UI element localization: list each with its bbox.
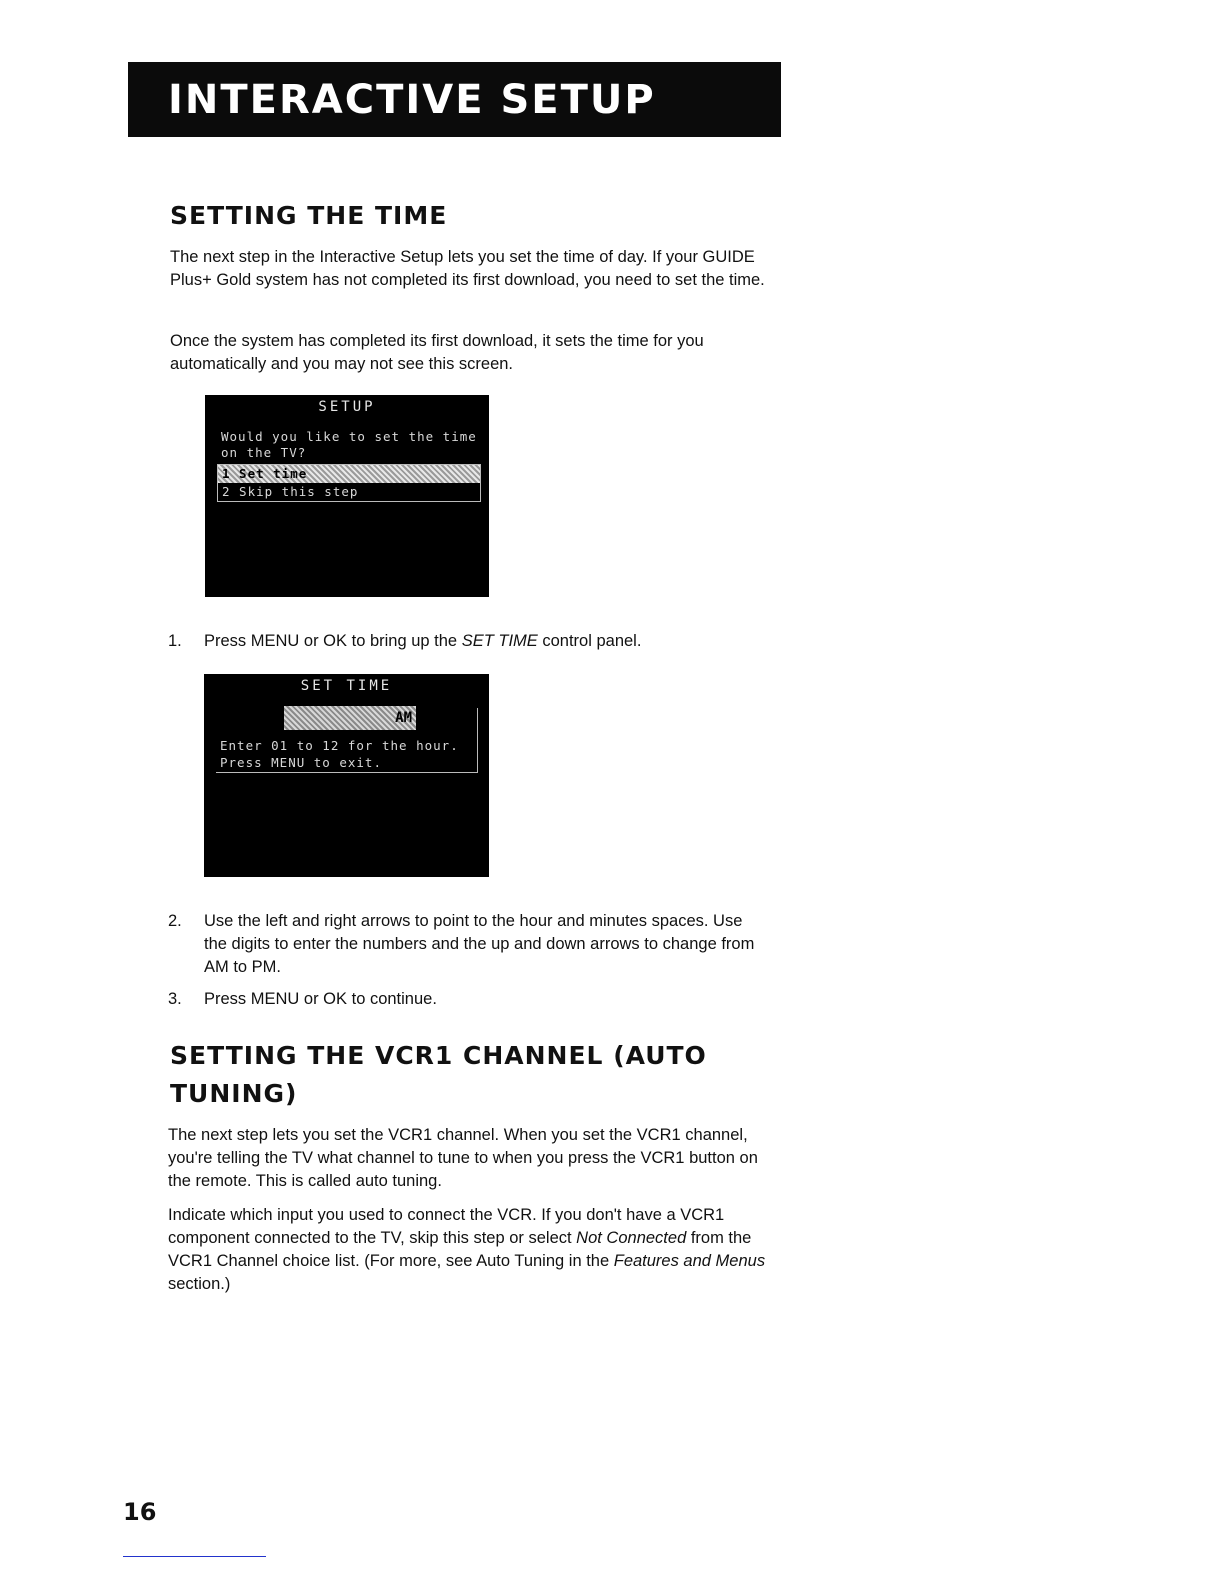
set-time-emphasis: SET TIME	[461, 632, 538, 650]
features-menus-emphasis: Features and Menus	[613, 1252, 766, 1270]
banner-title: INTERACTIVE SETUP	[168, 76, 656, 123]
step-number: 1.	[168, 632, 182, 650]
time-entry-field[interactable]	[284, 706, 416, 730]
set-time-screen-title: SET TIME	[300, 678, 393, 694]
menu-option-set-time[interactable]: 1 Set time	[218, 465, 480, 483]
heading-setting-the-time: SETTING THE TIME	[170, 201, 448, 230]
not-connected-emphasis: Not Connected	[576, 1229, 687, 1247]
paragraph-first-download: Once the system has completed its first download, it sets the time for you automatically and you may not see this screen.	[170, 332, 704, 373]
set-time-screen	[204, 674, 489, 877]
step-2	[168, 910, 768, 980]
setup-prompt-line1: Would you like to set the time	[221, 429, 477, 444]
set-time-instruction-1: Enter 01 to 12 for the hour.	[220, 738, 459, 753]
paragraph-vcr1-intro: The next step lets you set the VCR1 channel. When you set the VCR1 channel, you're telling the TV what channel to tune to when you press the VCR1 button on the remote. This is called auto tuning.	[168, 1126, 758, 1190]
heading-vcr1-channel-cont: TUNING)	[170, 1079, 298, 1108]
setup-menu	[217, 464, 481, 502]
paragraph-intro: The next step in the Interactive Setup lets you set the time of day. If your GUIDE Plus+ Gold system has not completed its first download, you need to set the time.	[170, 248, 765, 289]
heading-vcr1-channel: SETTING THE VCR1 CHANNEL (AUTO	[170, 1041, 707, 1070]
section-banner	[128, 62, 781, 137]
footer-rule	[123, 1556, 266, 1557]
divider	[477, 708, 478, 773]
paragraph-vcr1-input: Indicate which input you used to connect the VCR. If you don't have a VCR1 component connected to the TV, skip this step or select Not Connected from the VCR1 Channel choice list. (For more, see Auto Tuning in the Features and Menus section.)	[168, 1206, 766, 1293]
setup-screen	[205, 395, 489, 597]
step-number: 3.	[168, 990, 182, 1008]
setup-prompt-line2: on the TV?	[221, 445, 307, 460]
page-number: 16	[123, 1498, 157, 1526]
divider	[216, 772, 478, 773]
step-text: Use the left and right arrows to point to the hour and minutes spaces. Use the digits to enter the numbers and the up and down arrows to change from AM to PM.	[204, 912, 755, 976]
am-pm-indicator: AM	[395, 710, 412, 726]
setup-screen-title: SETUP	[318, 399, 376, 415]
step-text: Press MENU or OK to bring up the SET TIME control panel.	[204, 632, 642, 650]
set-time-instruction-2: Press MENU to exit.	[220, 755, 382, 770]
step-number: 2.	[168, 912, 182, 930]
step-text: Press MENU or OK to continue.	[204, 990, 437, 1008]
menu-option-skip[interactable]: 2 Skip this step	[222, 484, 359, 499]
